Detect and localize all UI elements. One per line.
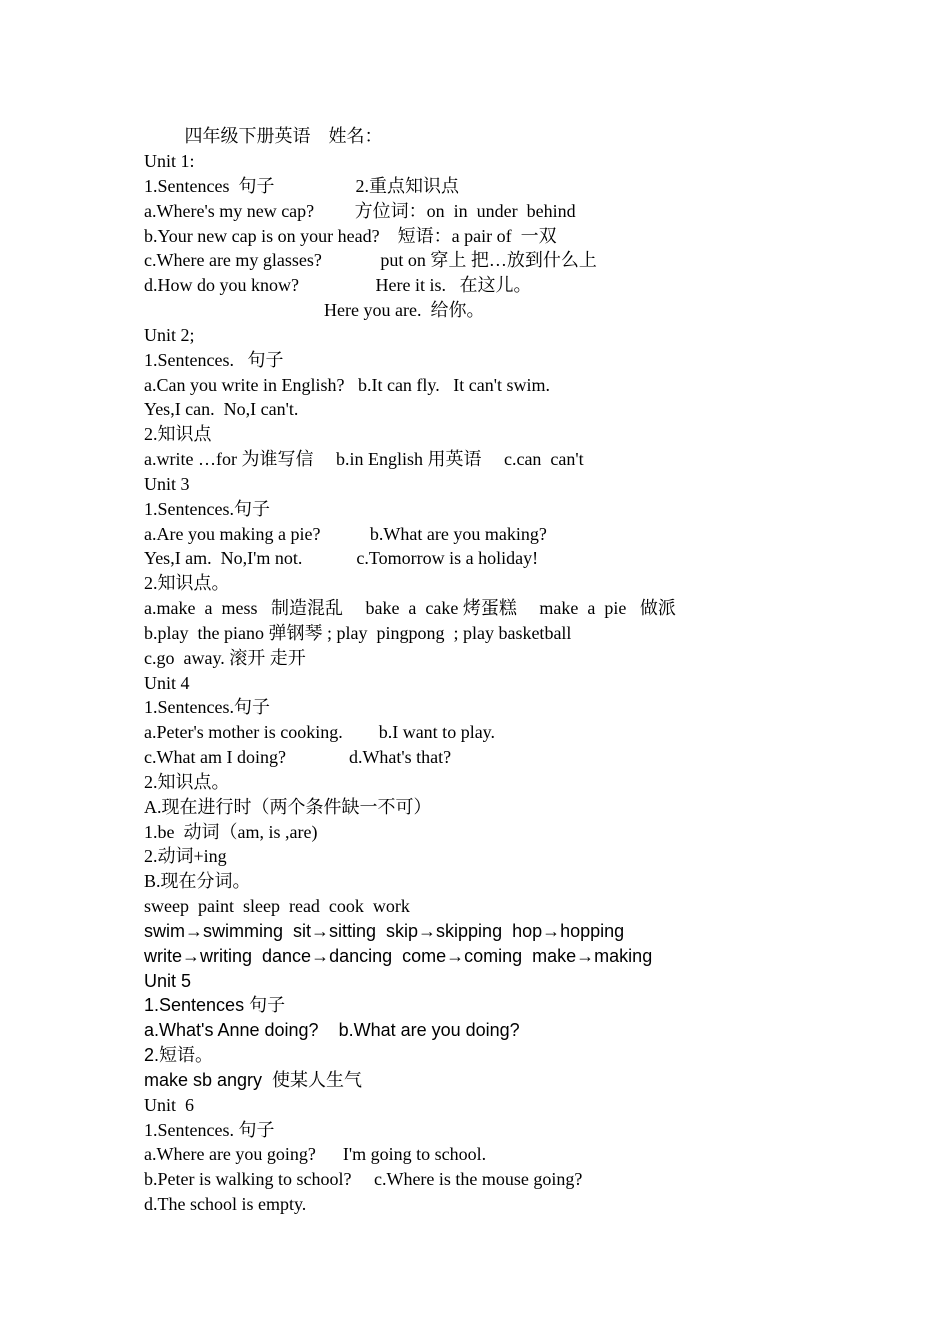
text-line: make sb angry 使某人生气	[144, 1070, 363, 1090]
text-line: a.Where are you going? I'm going to school.	[144, 1144, 487, 1164]
text-line: swim→swimming sit→sitting skip→skipping hop→hopping	[144, 921, 625, 941]
text-line: 1.Sentences 句子 2.重点知识点	[144, 176, 459, 196]
text-line: a.write …for 为谁写信 b.in English 用英语 c.can can't	[144, 449, 584, 469]
text-line: 1.Sentences 句子	[144, 995, 286, 1015]
text-line: b.Your new cap is on your head? 短语：a pair of 一双	[144, 226, 557, 246]
text-line: 2.短语。	[144, 1045, 214, 1065]
text-line: B.现在分词。	[144, 871, 251, 891]
text-line: 1.Sentences. 句子	[144, 1120, 275, 1140]
text-line: c.Where are my glasses? put on 穿上 把…放到什么上	[144, 250, 597, 270]
text-line: a.Are you making a pie? b.What are you making?	[144, 524, 547, 544]
text-line: c.What am I doing? d.What's that?	[144, 747, 452, 767]
text-line: Here you are. 给你。	[144, 300, 485, 320]
text-line: sweep paint sleep read cook work	[144, 896, 410, 916]
text-line: a.Peter's mother is cooking. b.I want to play.	[144, 722, 496, 742]
unit-2-heading: Unit 2;	[144, 325, 195, 345]
text-line: 2.知识点	[144, 424, 212, 444]
text-line: a.Where's my new cap? 方位词：on in under behind	[144, 201, 576, 221]
text-line: a.What's Anne doing? b.What are you doing?	[144, 1020, 520, 1040]
text-line: 1.Sentences.句子	[144, 697, 270, 717]
unit-1-heading: Unit 1:	[144, 151, 195, 171]
unit-3-heading: Unit 3	[144, 474, 190, 494]
text-line: 2.知识点。	[144, 772, 230, 792]
text-line: A.现在进行时（两个条件缺一不可）	[144, 797, 432, 817]
text-line: b.Peter is walking to school? c.Where is the mouse going?	[144, 1169, 583, 1189]
text-line: 1.Sentences. 句子	[144, 350, 284, 370]
text-line: c.go away. 滚开 走开	[144, 648, 306, 668]
unit-5-heading: Unit 5	[144, 971, 192, 991]
text-line: d.The school is empty.	[144, 1194, 307, 1214]
text-line: a.make a mess 制造混乱 bake a cake 烤蛋糕 make a pie 做派	[144, 598, 676, 618]
text-line: 1.be 动词（am, is ,are)	[144, 822, 318, 842]
text-line: a.Can you write in English? b.It can fly. It can't swim.	[144, 375, 550, 395]
text-line: Yes,I am. No,I'm not. c.Tomorrow is a holiday!	[144, 548, 539, 568]
text-line: write→writing dance→dancing come→coming make→making	[144, 946, 653, 966]
unit-4-heading: Unit 4	[144, 673, 190, 693]
text-line: 1.Sentences.句子	[144, 499, 270, 519]
text-line: 2.动词+ing	[144, 846, 227, 866]
text-line: b.play the piano 弹钢琴 ; play pingpong ; play basketball	[144, 623, 572, 643]
doc-title: 四年级下册英语 姓名：	[144, 126, 383, 146]
text-line: 2.知识点。	[144, 573, 230, 593]
text-line: d.How do you know? Here it is. 在这儿。	[144, 275, 532, 295]
unit-6-heading: Unit 6	[144, 1095, 195, 1115]
text-line: Yes,I can. No,I can't.	[144, 399, 299, 419]
